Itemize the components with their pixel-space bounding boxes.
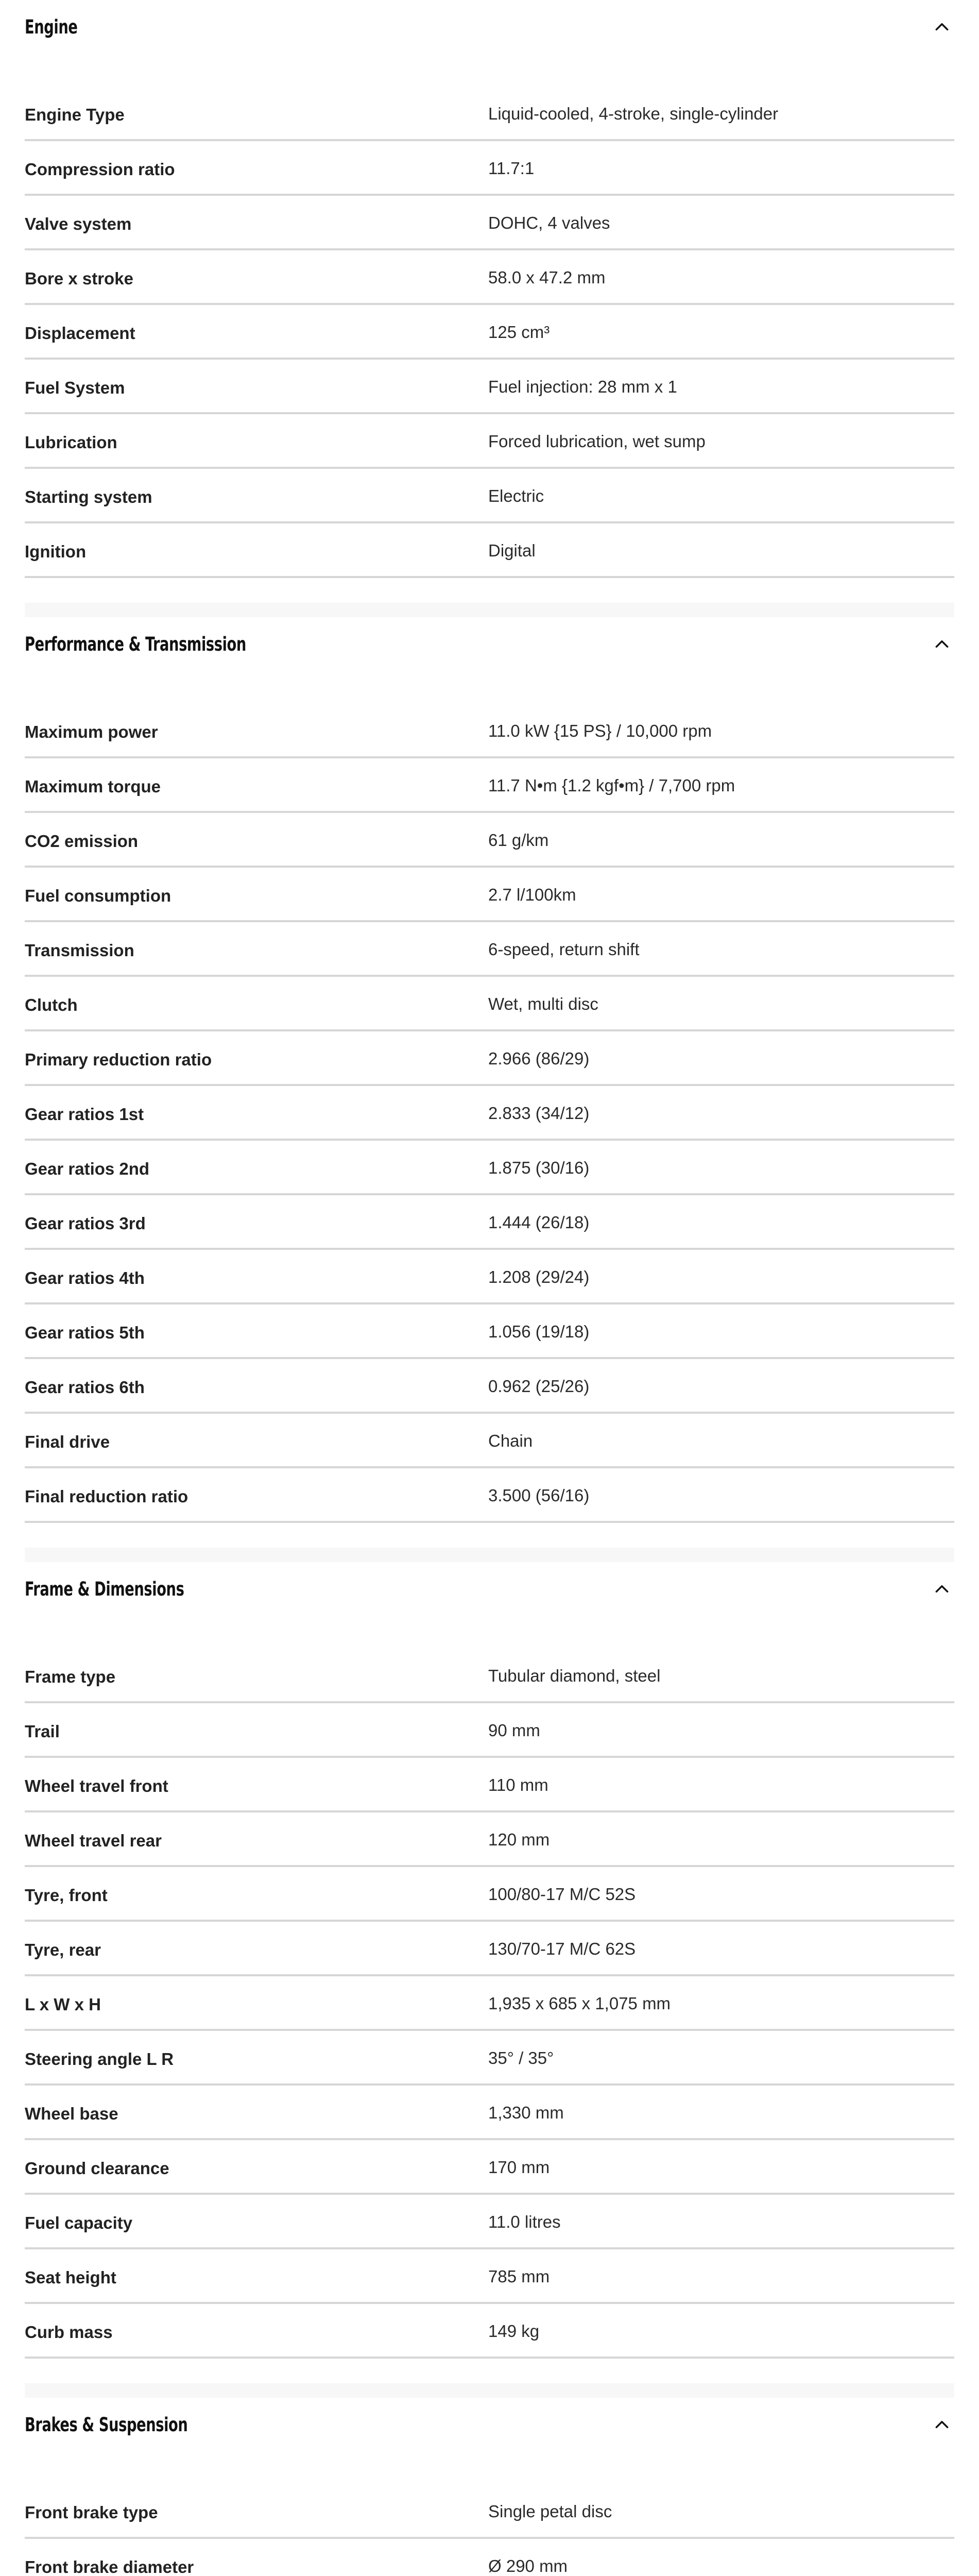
spec-value: Ø 290 mm — [488, 2556, 568, 2575]
spec-value: 0.962 (25/26) — [488, 1377, 590, 1396]
spec-value: 90 mm — [488, 1721, 540, 1740]
spec-value: 1.875 (30/16) — [488, 1158, 590, 1177]
spec-value: 58.0 x 47.2 mm — [488, 268, 606, 287]
spec-row — [25, 1976, 954, 2031]
spec-value: 110 mm — [488, 1775, 548, 1794]
spec-label: Gear ratios 5th — [25, 1323, 145, 1342]
spec-row — [25, 1812, 954, 1867]
section-brakes-suspension — [0, 2398, 979, 2576]
spec-label: Fuel consumption — [25, 886, 171, 905]
spec-value: Liquid-cooled, 4-stroke, single-cylinder — [488, 104, 779, 123]
spec-row — [25, 1414, 954, 1468]
spec-row — [25, 977, 954, 1031]
spec-value: Digital — [488, 541, 536, 560]
spec-row — [25, 1703, 954, 1758]
spec-label: Valve system — [25, 214, 132, 233]
spec-row — [25, 758, 954, 813]
spec-row — [25, 414, 954, 469]
spec-label: Trail — [25, 1722, 60, 1741]
spec-label: Curb mass — [25, 2323, 113, 2342]
section-header-frame[interactable] — [25, 1562, 954, 1616]
section-header-performance[interactable] — [25, 617, 954, 671]
spec-value: 61 g/km — [488, 831, 549, 850]
spec-row — [25, 360, 954, 414]
chevron-up-icon[interactable] — [930, 14, 954, 39]
section-header-engine[interactable] — [25, 0, 954, 54]
spec-value: DOHC, 4 valves — [488, 213, 610, 232]
spec-row — [25, 1141, 954, 1195]
spec-label: Final drive — [25, 1432, 110, 1451]
spec-value: 2.7 l/100km — [488, 885, 576, 904]
spec-label: Maximum torque — [25, 777, 161, 796]
spec-label: Seat height — [25, 2268, 116, 2287]
chevron-up-icon[interactable] — [930, 1577, 954, 1601]
spec-value: 2.833 (34/12) — [488, 1104, 590, 1123]
spec-row — [25, 2195, 954, 2249]
spec-label: Displacement — [25, 324, 135, 343]
spec-value: 3.500 (56/16) — [488, 1486, 590, 1505]
spec-label: Gear ratios 4th — [25, 1268, 145, 1287]
spec-value: 120 mm — [488, 1830, 550, 1849]
spec-row — [25, 1359, 954, 1414]
spec-row — [25, 1922, 954, 1976]
spec-row — [25, 1649, 954, 1703]
spec-row — [25, 1195, 954, 1250]
spec-label: CO2 emission — [25, 832, 139, 851]
spec-row — [25, 1867, 954, 1922]
spec-value: 11.7 N•m {1.2 kgf•m} / 7,700 rpm — [488, 776, 735, 795]
spec-value: Electric — [488, 486, 544, 505]
spec-label: Gear ratios 1st — [25, 1105, 144, 1124]
spec-label: Bore x stroke — [25, 269, 133, 288]
spec-value: 1,330 mm — [488, 2103, 564, 2122]
spec-label: Ground clearance — [25, 2159, 169, 2178]
section-divider — [25, 1548, 954, 1562]
spec-value: 6-speed, return shift — [488, 940, 640, 959]
spec-list — [25, 2484, 954, 2576]
spec-list — [25, 704, 954, 1523]
spec-value: Wet, multi disc — [488, 994, 598, 1013]
spec-row — [25, 2249, 954, 2304]
spec-label: Final reduction ratio — [25, 1487, 188, 1506]
spec-row — [25, 1304, 954, 1359]
spec-row — [25, 250, 954, 305]
spec-value: Tubular diamond, steel — [488, 1666, 661, 1685]
spec-label: L x W x H — [25, 1995, 101, 2014]
spec-value: 125 cm³ — [488, 323, 550, 342]
section-divider — [25, 603, 954, 617]
spec-label: Steering angle L R — [25, 2049, 174, 2069]
chevron-up-icon[interactable] — [930, 632, 954, 656]
section-header-brakes[interactable] — [25, 2398, 954, 2451]
spec-label: Frame type — [25, 1667, 116, 1686]
spec-row — [25, 2304, 954, 2359]
spec-label: Gear ratios 2nd — [25, 1159, 150, 1178]
spec-value: 170 mm — [488, 2158, 550, 2177]
spec-row — [25, 2031, 954, 2086]
section-title: Engine — [25, 15, 78, 38]
section-title: Frame & Dimensions — [25, 1578, 184, 1600]
spec-label: Gear ratios 6th — [25, 1378, 145, 1397]
spec-label: Tyre, front — [25, 1886, 108, 1905]
spec-value: 1.444 (26/18) — [488, 1213, 590, 1232]
spec-row — [25, 868, 954, 922]
spec-row — [25, 2140, 954, 2195]
spec-row — [25, 1086, 954, 1141]
section-frame-dimensions — [0, 1562, 979, 2359]
spec-row — [25, 1031, 954, 1086]
spec-label: Gear ratios 3rd — [25, 1214, 146, 1233]
spec-label: Wheel base — [25, 2104, 118, 2123]
spec-list — [25, 87, 954, 578]
spec-value: 1.208 (29/24) — [488, 1267, 590, 1286]
spec-value: 130/70-17 M/C 62S — [488, 1939, 636, 1958]
spec-row — [25, 1758, 954, 1812]
spec-row — [25, 469, 954, 523]
spec-value: 1.056 (19/18) — [488, 1322, 590, 1341]
section-divider — [25, 2383, 954, 2398]
spec-row — [25, 2484, 954, 2539]
spec-label: Front brake diameter — [25, 2557, 194, 2576]
spec-row — [25, 523, 954, 578]
spec-value: 11.0 litres — [488, 2212, 561, 2231]
section-title: Brakes & Suspension — [25, 2413, 188, 2436]
spec-label: Wheel travel front — [25, 1776, 168, 1795]
spec-label: Fuel System — [25, 378, 125, 397]
spec-value: 35° / 35° — [488, 2048, 554, 2067]
spec-label: Lubrication — [25, 433, 117, 452]
spec-row — [25, 2539, 954, 2576]
section-engine — [0, 0, 979, 578]
section-performance-transmission — [0, 617, 979, 1523]
spec-label: Fuel capacity — [25, 2213, 133, 2232]
spec-row — [25, 87, 954, 141]
spec-row — [25, 196, 954, 250]
spec-value: 2.966 (86/29) — [488, 1049, 590, 1068]
spec-row — [25, 704, 954, 758]
spec-value: 785 mm — [488, 2267, 550, 2286]
spec-row — [25, 813, 954, 868]
spec-label: Maximum power — [25, 722, 158, 741]
spec-label: Starting system — [25, 487, 152, 506]
spec-label: Compression ratio — [25, 160, 175, 179]
chevron-up-icon[interactable] — [930, 2412, 954, 2437]
spec-label: Ignition — [25, 542, 87, 561]
spec-label: Front brake type — [25, 2503, 158, 2522]
spec-value: 11.7:1 — [488, 159, 535, 178]
spec-row — [25, 141, 954, 196]
spec-label: Clutch — [25, 995, 78, 1014]
spec-value: 1,935 x 685 x 1,075 mm — [488, 1994, 671, 2013]
spec-row — [25, 1468, 954, 1523]
spec-value: 100/80-17 M/C 52S — [488, 1885, 636, 1904]
spec-value: Chain — [488, 1431, 533, 1450]
spec-label: Tyre, rear — [25, 1940, 101, 1959]
spec-value: Single petal disc — [488, 2502, 612, 2521]
spec-row — [25, 305, 954, 360]
spec-row — [25, 922, 954, 977]
spec-list — [25, 1649, 954, 2359]
spec-label: Transmission — [25, 941, 134, 960]
spec-row — [25, 1250, 954, 1304]
section-title: Performance & Transmission — [25, 633, 246, 655]
spec-label: Primary reduction ratio — [25, 1050, 212, 1069]
spec-label: Wheel travel rear — [25, 1831, 162, 1850]
spec-label: Engine Type — [25, 105, 125, 124]
spec-value: 149 kg — [488, 2321, 540, 2341]
spec-value: Forced lubrication, wet sump — [488, 432, 706, 451]
spec-row — [25, 2086, 954, 2140]
spec-value: Fuel injection: 28 mm x 1 — [488, 377, 677, 396]
spec-value: 11.0 kW {15 PS} / 10,000 rpm — [488, 721, 712, 740]
